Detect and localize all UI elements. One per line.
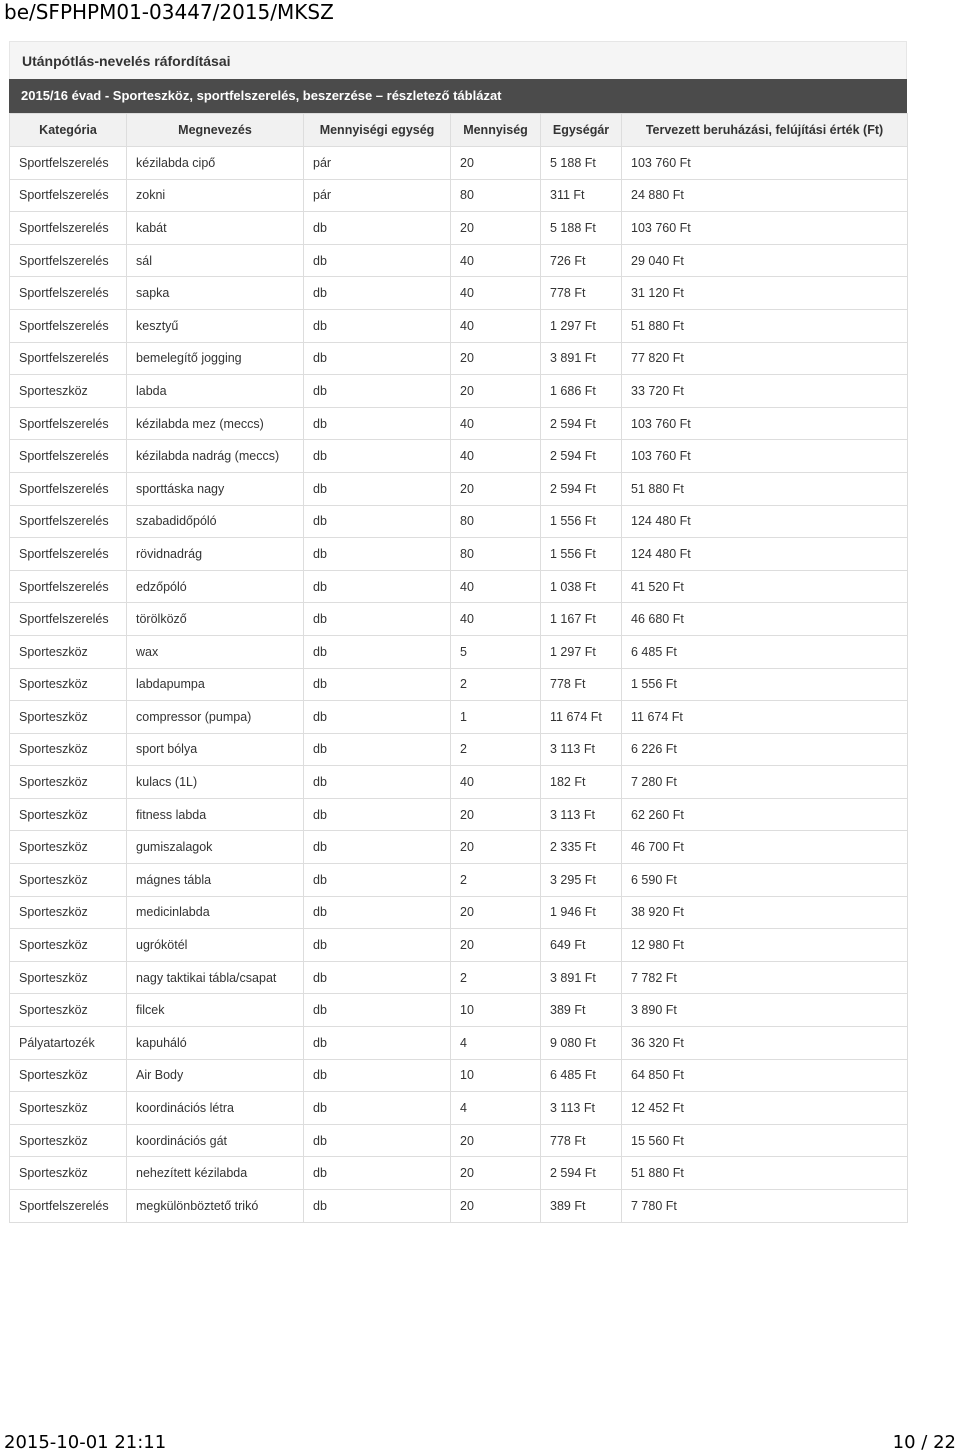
cell-quantity: 80 [451,538,541,571]
cell-unit-price: 2 594 Ft [541,407,622,440]
cell-quantity: 20 [451,375,541,408]
cell-quantity: 10 [451,1059,541,1092]
cell-unit-price: 1 946 Ft [541,896,622,929]
cell-quantity: 20 [451,342,541,375]
cell-unit: pár [304,147,451,180]
cell-category: Sportfelszerelés [10,505,127,538]
cell-category: Sporteszköz [10,896,127,929]
cell-quantity: 20 [451,1157,541,1190]
table-row [10,570,908,603]
cell-name: labda [127,375,304,408]
table-header-row [10,114,908,147]
cell-name: koordinációs létra [127,1092,304,1125]
cell-category: Sporteszköz [10,1059,127,1092]
cell-name: sapka [127,277,304,310]
cell-unit-price: 1 167 Ft [541,603,622,636]
cell-planned-value: 62 260 Ft [622,798,908,831]
cell-planned-value: 6 226 Ft [622,733,908,766]
cell-name: gumiszalagok [127,831,304,864]
cell-quantity: 40 [451,603,541,636]
table-row [10,505,908,538]
cell-unit: db [304,407,451,440]
cell-unit-price: 3 891 Ft [541,961,622,994]
document-id: be/SFPHPM01-03447/2015/MKSZ [4,0,334,24]
table-row [10,538,908,571]
cell-name: nagy taktikai tábla/csapat [127,961,304,994]
cell-name: bemelegítő jogging [127,342,304,375]
cell-quantity: 80 [451,505,541,538]
cell-planned-value: 7 780 Ft [622,1190,908,1223]
cell-name: compressor (pumpa) [127,701,304,734]
cell-unit-price: 311 Ft [541,179,622,212]
cell-quantity: 2 [451,733,541,766]
cell-category: Sporteszköz [10,831,127,864]
cell-planned-value: 15 560 Ft [622,1124,908,1157]
cell-name: filcek [127,994,304,1027]
cell-planned-value: 41 520 Ft [622,570,908,603]
cell-unit: db [304,440,451,473]
cell-category: Sporteszköz [10,929,127,962]
cell-planned-value: 124 480 Ft [622,505,908,538]
footer-datetime: 2015-10-01 21:11 [4,1432,167,1453]
table-row [10,147,908,180]
cell-planned-value: 31 120 Ft [622,277,908,310]
cell-unit: db [304,1190,451,1223]
cell-unit: db [304,798,451,831]
table-row [10,896,908,929]
table-container [9,41,907,1223]
cell-quantity: 20 [451,1190,541,1223]
cell-unit: db [304,733,451,766]
table-row [10,1124,908,1157]
cell-category: Pályatartozék [10,1027,127,1060]
cell-unit: db [304,538,451,571]
table-row [10,864,908,897]
table-row [10,179,908,212]
cell-category: Sportfelszerelés [10,309,127,342]
table-row [10,277,908,310]
cell-planned-value: 7 782 Ft [622,961,908,994]
cell-category: Sporteszköz [10,994,127,1027]
cell-name: kesztyű [127,309,304,342]
cell-name: medicinlabda [127,896,304,929]
cell-category: Sporteszköz [10,1092,127,1125]
table-row [10,440,908,473]
table-row [10,603,908,636]
cell-unit-price: 778 Ft [541,277,622,310]
cell-planned-value: 7 280 Ft [622,766,908,799]
cell-unit-price: 778 Ft [541,1124,622,1157]
cell-unit-price: 2 335 Ft [541,831,622,864]
cell-unit: db [304,505,451,538]
cell-unit: db [304,244,451,277]
cell-quantity: 80 [451,179,541,212]
cell-planned-value: 64 850 Ft [622,1059,908,1092]
items-table [9,113,908,1223]
table-row [10,375,908,408]
cell-unit-price: 2 594 Ft [541,440,622,473]
cell-quantity: 1 [451,701,541,734]
cell-unit-price: 3 295 Ft [541,864,622,897]
cell-planned-value: 33 720 Ft [622,375,908,408]
cell-name: kézilabda cipő [127,147,304,180]
cell-planned-value: 77 820 Ft [622,342,908,375]
cell-unit: db [304,994,451,1027]
cell-category: Sporteszköz [10,375,127,408]
cell-unit-price: 3 891 Ft [541,342,622,375]
table-row [10,472,908,505]
cell-name: fitness labda [127,798,304,831]
cell-category: Sporteszköz [10,668,127,701]
cell-name: kapuháló [127,1027,304,1060]
cell-unit-price: 1 556 Ft [541,505,622,538]
cell-unit: db [304,701,451,734]
table-row [10,798,908,831]
cell-name: ugrókötél [127,929,304,962]
cell-unit: db [304,668,451,701]
cell-name: labdapumpa [127,668,304,701]
cell-quantity: 40 [451,309,541,342]
cell-quantity: 2 [451,961,541,994]
cell-name: sporttáska nagy [127,472,304,505]
cell-name: szabadidőpóló [127,505,304,538]
header-unit-price: Egységár [541,114,622,147]
cell-unit: db [304,472,451,505]
cell-name: sport bólya [127,733,304,766]
cell-unit: db [304,1027,451,1060]
cell-name: wax [127,635,304,668]
cell-unit-price: 1 297 Ft [541,635,622,668]
cell-unit: db [304,929,451,962]
cell-category: Sportfelszerelés [10,277,127,310]
cell-category: Sporteszköz [10,864,127,897]
header-name: Megnevezés [127,114,304,147]
section-title: Utánpótlás-nevelés ráfordításai [9,41,907,79]
cell-planned-value: 38 920 Ft [622,896,908,929]
cell-planned-value: 46 680 Ft [622,603,908,636]
cell-quantity: 5 [451,635,541,668]
cell-planned-value: 1 556 Ft [622,668,908,701]
cell-unit-price: 11 674 Ft [541,701,622,734]
cell-unit-price: 6 485 Ft [541,1059,622,1092]
cell-unit: db [304,375,451,408]
cell-category: Sportfelszerelés [10,472,127,505]
cell-planned-value: 124 480 Ft [622,538,908,571]
table-row [10,342,908,375]
table-row [10,1190,908,1223]
cell-planned-value: 3 890 Ft [622,994,908,1027]
cell-unit: pár [304,179,451,212]
cell-category: Sporteszköz [10,701,127,734]
cell-unit-price: 1 038 Ft [541,570,622,603]
cell-quantity: 20 [451,831,541,864]
cell-unit-price: 182 Ft [541,766,622,799]
cell-quantity: 2 [451,668,541,701]
cell-unit-price: 5 188 Ft [541,147,622,180]
cell-quantity: 20 [451,896,541,929]
cell-quantity: 10 [451,994,541,1027]
cell-category: Sportfelszerelés [10,538,127,571]
cell-name: edzőpóló [127,570,304,603]
table-row [10,701,908,734]
cell-quantity: 40 [451,570,541,603]
table-row [10,212,908,245]
cell-quantity: 40 [451,244,541,277]
cell-planned-value: 12 452 Ft [622,1092,908,1125]
table-row [10,635,908,668]
cell-unit: db [304,309,451,342]
cell-unit: db [304,1059,451,1092]
cell-unit-price: 5 188 Ft [541,212,622,245]
cell-category: Sportfelszerelés [10,407,127,440]
footer-page-number: 10 / 22 [892,1432,956,1453]
cell-category: Sporteszköz [10,798,127,831]
cell-unit-price: 2 594 Ft [541,1157,622,1190]
cell-planned-value: 29 040 Ft [622,244,908,277]
cell-unit: db [304,212,451,245]
cell-unit-price: 1 686 Ft [541,375,622,408]
cell-category: Sporteszköz [10,1157,127,1190]
cell-unit-price: 9 080 Ft [541,1027,622,1060]
table-row [10,831,908,864]
cell-planned-value: 12 980 Ft [622,929,908,962]
table-body [10,147,908,1223]
table-row [10,1092,908,1125]
cell-unit-price: 3 113 Ft [541,798,622,831]
cell-quantity: 20 [451,212,541,245]
cell-name: Air Body [127,1059,304,1092]
cell-planned-value: 51 880 Ft [622,309,908,342]
cell-unit: db [304,570,451,603]
table-row [10,766,908,799]
cell-category: Sporteszköz [10,961,127,994]
cell-unit-price: 778 Ft [541,668,622,701]
table-row [10,994,908,1027]
cell-category: Sportfelszerelés [10,244,127,277]
cell-name: rövidnadrág [127,538,304,571]
table-row [10,1027,908,1060]
cell-name: törölköző [127,603,304,636]
cell-unit-price: 726 Ft [541,244,622,277]
cell-name: kulacs (1L) [127,766,304,799]
table-title: 2015/16 évad - Sporteszköz, sportfelszerelés, beszerzése – részletező táblázat [9,79,907,113]
cell-category: Sportfelszerelés [10,440,127,473]
cell-unit-price: 389 Ft [541,994,622,1027]
cell-quantity: 40 [451,407,541,440]
cell-unit: db [304,1092,451,1125]
table-row [10,929,908,962]
header-quantity: Mennyiség [451,114,541,147]
cell-name: kézilabda mez (meccs) [127,407,304,440]
cell-unit: db [304,766,451,799]
cell-name: mágnes tábla [127,864,304,897]
cell-planned-value: 36 320 Ft [622,1027,908,1060]
cell-unit: db [304,961,451,994]
cell-unit: db [304,277,451,310]
cell-quantity: 20 [451,472,541,505]
cell-unit-price: 3 113 Ft [541,1092,622,1125]
cell-quantity: 40 [451,277,541,310]
cell-quantity: 4 [451,1092,541,1125]
cell-category: Sporteszköz [10,733,127,766]
cell-name: megkülönböztető trikó [127,1190,304,1223]
cell-planned-value: 6 485 Ft [622,635,908,668]
cell-planned-value: 103 760 Ft [622,440,908,473]
cell-name: zokni [127,179,304,212]
cell-unit-price: 649 Ft [541,929,622,962]
cell-unit-price: 3 113 Ft [541,733,622,766]
cell-planned-value: 51 880 Ft [622,1157,908,1190]
cell-quantity: 20 [451,147,541,180]
cell-quantity: 4 [451,1027,541,1060]
header-category: Kategória [10,114,127,147]
table-row [10,244,908,277]
cell-planned-value: 103 760 Ft [622,212,908,245]
cell-unit-price: 1 556 Ft [541,538,622,571]
cell-category: Sporteszköz [10,766,127,799]
cell-planned-value: 51 880 Ft [622,472,908,505]
cell-unit: db [304,1124,451,1157]
cell-name: kabát [127,212,304,245]
cell-quantity: 40 [451,766,541,799]
table-row [10,668,908,701]
cell-quantity: 20 [451,1124,541,1157]
cell-category: Sportfelszerelés [10,570,127,603]
cell-name: koordinációs gát [127,1124,304,1157]
cell-quantity: 2 [451,864,541,897]
cell-category: Sportfelszerelés [10,212,127,245]
cell-unit: db [304,635,451,668]
cell-name: sál [127,244,304,277]
cell-planned-value: 46 700 Ft [622,831,908,864]
cell-category: Sporteszköz [10,635,127,668]
table-row [10,1157,908,1190]
header-unit: Mennyiségi egység [304,114,451,147]
cell-category: Sportfelszerelés [10,603,127,636]
cell-planned-value: 103 760 Ft [622,147,908,180]
cell-category: Sportfelszerelés [10,147,127,180]
cell-unit-price: 1 297 Ft [541,309,622,342]
cell-category: Sporteszköz [10,1124,127,1157]
cell-unit: db [304,342,451,375]
cell-planned-value: 11 674 Ft [622,701,908,734]
cell-planned-value: 103 760 Ft [622,407,908,440]
cell-unit: db [304,896,451,929]
cell-unit: db [304,864,451,897]
cell-category: Sportfelszerelés [10,1190,127,1223]
cell-category: Sportfelszerelés [10,342,127,375]
table-row [10,961,908,994]
cell-planned-value: 6 590 Ft [622,864,908,897]
table-row [10,1059,908,1092]
cell-name: nehezített kézilabda [127,1157,304,1190]
cell-category: Sportfelszerelés [10,179,127,212]
table-row [10,309,908,342]
cell-name: kézilabda nadrág (meccs) [127,440,304,473]
cell-quantity: 20 [451,798,541,831]
cell-quantity: 40 [451,440,541,473]
cell-unit: db [304,831,451,864]
table-row [10,733,908,766]
table-row [10,407,908,440]
cell-unit: db [304,603,451,636]
cell-quantity: 20 [451,929,541,962]
cell-unit-price: 2 594 Ft [541,472,622,505]
header-planned-value: Tervezett beruházási, felújítási érték (Ft) [622,114,908,147]
cell-unit: db [304,1157,451,1190]
cell-unit-price: 389 Ft [541,1190,622,1223]
cell-planned-value: 24 880 Ft [622,179,908,212]
